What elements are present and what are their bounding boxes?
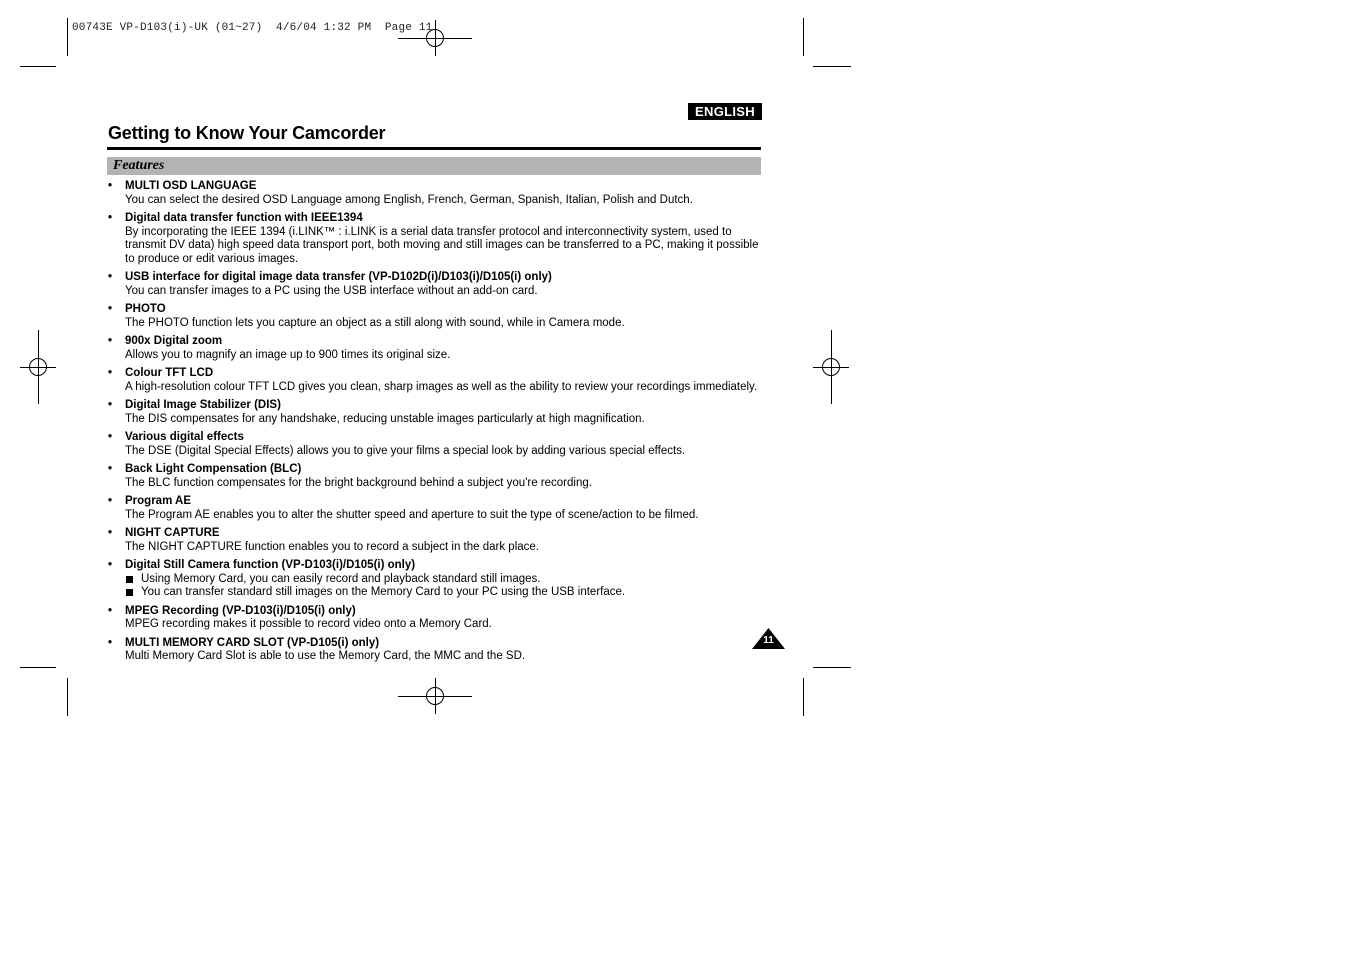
feature-description: You can transfer images to a PC using the USB interface without an add-on card. (125, 284, 538, 297)
print-slug: 00743E VP-D103(i)-UK (01~27) 4/6/04 1:32 PM Page 11 (72, 22, 433, 34)
feature-description: Multi Memory Card Slot is able to use the Memory Card, the MMC and the SD. (125, 650, 526, 662)
list-item (108, 367, 764, 394)
crop-mark (20, 66, 56, 67)
bullet-icon: • (108, 636, 113, 649)
crop-mark (803, 18, 804, 56)
crop-mark (67, 678, 68, 716)
feature-name: Back Light Compensation (BLC) (125, 463, 302, 475)
feature-description: The DIS compensates for any handshake, reducing unstable images particularly at high magnification. (125, 412, 645, 425)
page-number (752, 628, 785, 649)
feature-description: The NIGHT CAPTURE function enables you to record a subject in the dark place. (125, 540, 539, 553)
crop-mark (38, 330, 39, 404)
crop-mark (20, 667, 56, 668)
feature-description: The Program AE enables you to alter the shutter speed and aperture to suit the type of scene/action to be filmed. (125, 508, 699, 521)
list-item (108, 303, 764, 330)
feature-name: Colour TFT LCD (125, 367, 214, 379)
square-bullet-icon (126, 589, 133, 596)
bullet-icon: • (108, 180, 113, 192)
feature-description: By incorporating the IEEE 1394 (i.LINK™ : i.LINK is a serial data transfer protocol and interconnectivity system, used to transmit DV data) high speed data transport port, both moving and still images can be transferred to a PC, making it possible to produce or edit various images. (125, 225, 759, 265)
bullet-icon: • (108, 431, 113, 443)
list-item (108, 271, 764, 298)
feature-description: MPEG recording makes it possible to record video onto a Memory Card. (125, 618, 492, 630)
feature-description: The DSE (Digital Special Effects) allows you to give your films a special look by adding various special effects. (125, 444, 686, 457)
list-item (108, 527, 764, 554)
list-item (108, 399, 764, 426)
section-header (107, 157, 761, 175)
bullet-icon: • (108, 271, 113, 283)
list-item (108, 431, 764, 458)
list-item (108, 559, 764, 600)
crop-mark (398, 696, 472, 697)
list-item (108, 495, 764, 522)
features-list (108, 180, 764, 669)
crop-mark (813, 66, 851, 67)
list-item (108, 605, 764, 632)
sub-item (125, 586, 764, 600)
page-number-label: 11 (763, 635, 774, 646)
feature-description: You can select the desired OSD Language among English, French, German, Spanish, Italian, Polish and Dutch. (125, 193, 693, 206)
page-title: Getting to Know Your Camcorder (108, 123, 386, 143)
feature-name: Digital Still Camera function (VP-D103(i)/D105(i) only) (125, 559, 416, 571)
bullet-icon: • (108, 303, 113, 315)
bullet-icon: • (108, 559, 113, 571)
feature-description: A high-resolution colour TFT LCD gives you clean, sharp images as well as the ability to review your recordings immediately. (125, 380, 758, 393)
feature-name: Digital data transfer function with IEEE1394 (125, 212, 363, 224)
sub-item (125, 573, 764, 587)
feature-name: PHOTO (125, 303, 166, 315)
language-badge: ENGLISH (688, 103, 762, 120)
bullet-icon: • (108, 367, 113, 379)
feature-name: MPEG Recording (VP-D103(i)/D105(i) only) (125, 604, 356, 617)
feature-name: Various digital effects (125, 431, 244, 443)
list-item (108, 463, 764, 490)
bullet-icon: • (108, 212, 113, 224)
square-bullet-icon (126, 576, 133, 583)
feature-name: 900x Digital zoom (125, 335, 223, 347)
sub-item-text: Using Memory Card, you can easily record and playback standard still images. (141, 572, 541, 585)
feature-name: MULTI MEMORY CARD SLOT (VP-D105(i) only) (125, 636, 380, 649)
bullet-icon: • (108, 495, 113, 507)
feature-name: Program AE (125, 495, 192, 507)
section-title: Features (113, 158, 165, 173)
list-item (108, 637, 764, 664)
list-item (108, 180, 764, 207)
title-divider (107, 147, 761, 150)
crop-mark (803, 678, 804, 716)
crop-mark (813, 667, 851, 668)
bullet-icon: • (108, 335, 113, 347)
feature-name: Digital Image Stabilizer (DIS) (125, 399, 281, 411)
bullet-icon: • (108, 463, 113, 475)
list-item (108, 335, 764, 362)
sub-item-text: You can transfer standard still images on the Memory Card to your PC using the USB interface. (141, 586, 626, 598)
bullet-icon: • (108, 399, 113, 411)
crop-mark (831, 330, 832, 404)
feature-name: MULTI OSD LANGUAGE (125, 180, 257, 192)
feature-description: The PHOTO function lets you capture an object as a still along with sound, while in Camera mode. (125, 316, 625, 329)
bullet-icon: • (108, 604, 113, 617)
feature-description: The BLC function compensates for the bright background behind a subject you're recording. (125, 476, 592, 489)
bullet-icon: • (108, 527, 113, 539)
list-item (108, 212, 764, 266)
feature-name: USB interface for digital image data transfer (VP-D102D(i)/D103(i)/D105(i) only) (125, 271, 552, 283)
feature-description: Allows you to magnify an image up to 900 times its original size. (125, 348, 451, 361)
crop-mark (67, 18, 68, 56)
feature-name: NIGHT CAPTURE (125, 527, 220, 539)
crop-mark (398, 38, 472, 39)
